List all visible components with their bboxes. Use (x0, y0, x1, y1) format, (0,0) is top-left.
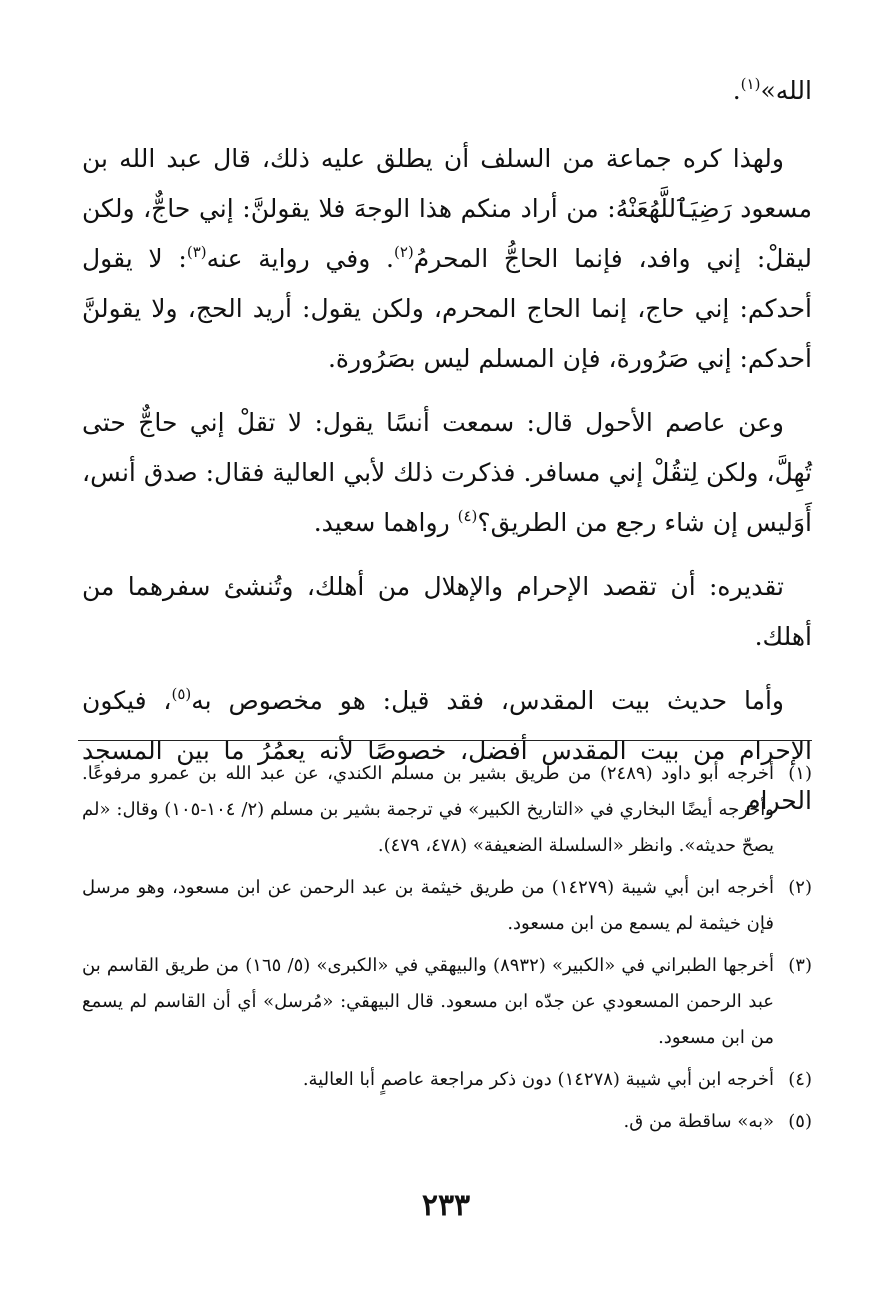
page-number: ٢٣٣ (421, 1188, 471, 1223)
paragraph-0-end: . (732, 76, 741, 105)
main-text (82, 66, 812, 840)
paragraph-1-text-c: : لا يقول أحدكم: إني حاج، إنما الحاج المحرم، ولكن يقول: أريد الحج، ولا يقولنَّ أحدكم: إني صَرُورة، فإن المسلم ليس بصَرُورة. (82, 244, 812, 373)
paragraph-4-text-b: ، فيكون الإحرام من بيت المقدس أفضل، خصوصًا لأنه يعمُرُ ما بين المسجد الحرام (82, 686, 812, 815)
footnote-separator (78, 740, 812, 741)
paragraph-2-text-b: رواهما سعيد. (313, 508, 458, 537)
footnote-number: (٥) (788, 1111, 812, 1132)
footnote-number: (٢) (788, 877, 812, 898)
footnote-4 (82, 1062, 812, 1098)
footnote-ref-5: (٥) (171, 685, 192, 703)
footnote-ref-3: (٣) (186, 243, 207, 261)
paragraph-2 (82, 398, 812, 548)
footnote-ref-2: (٢) (393, 243, 414, 261)
footnote-3 (82, 948, 812, 1056)
footnote-5 (82, 1104, 812, 1140)
footnote-text: «به» ساقطة من ق. (623, 1111, 774, 1132)
footnote-ref-4: (٤) (457, 507, 478, 525)
footnote-number: (٤) (788, 1069, 812, 1090)
footnote-number: (٣) (788, 955, 812, 976)
paragraph-0 (82, 66, 812, 116)
footnote-text: أخرجه ابن أبي شيبة (١٤٢٧٨) دون ذكر مراجعة عاصمٍ أبا العالية. (302, 1069, 774, 1090)
paragraph-3-text: تقديره: أن تقصد الإحرام والإهلال من أهلك، وتُنشئ سفرهما من أهلك. (82, 572, 812, 651)
footnote-ref-1: (١) (740, 75, 761, 93)
footnote-text: أخرجه أبو داود (٢٤٨٩) من طريق بشير بن مسلم الكندي، عن عبد الله بن عمرو مرفوعًا. وأخرجه أيضًا البخاري في «التاريخ الكبير» في ترجمة بشير بن مسلم (٢/ ١٠٤-١٠٥) وقال: «لم يصحّ حديثه». وانظر «السلسلة الضعيفة» (٤٧٨، ٤٧٩). (82, 763, 775, 856)
paragraph-0-text: الله» (760, 76, 812, 105)
paragraph-3 (82, 562, 812, 662)
paragraph-1-text-a: ولهذا كره جماعة من السلف أن يطلق عليه ذلك، قال عبد الله بن مسعود رَضِيَٱللَّهُعَنْهُ: من أراد منكم هذا الوجهَ فلا يقولنَّ: إني حاجٌّ، ولكن ليقلْ: إني وافد، فإنما الحاجُّ المحرمُ (82, 144, 812, 273)
paragraph-2-text-a: وعن عاصم الأحول قال: سمعت أنسًا يقول: لا تقلْ إني حاجٌّ حتى تُهِلَّ، ولكن لِتقُلْ إني مسافر. فذكرت ذلك لأبي العالية فقال: صدق أنس، أَوَليس إن شاء رجع من الطريق؟ (82, 408, 812, 537)
paragraph-1-text-b: . وفي رواية عنه (206, 244, 394, 273)
footnote-number: (١) (788, 763, 812, 784)
paragraph-4-text-a: وأما حديث بيت المقدس، فقد قيل: هو مخصوص به (191, 686, 785, 715)
footnote-text: أخرجها الطبراني في «الكبير» (٨٩٣٢) والبيهقي في «الكبرى» (٥/ ١٦٥) من طريق القاسم بن عبد الرحمن المسعودي عن جدّه ابن مسعود. قال البيهقي: «مُرسل» أي أن القاسم لم يسمع من ابن مسعود. (82, 955, 775, 1048)
footnote-text: أخرجه ابن أبي شيبة (١٤٢٧٩) من طريق خيثمة بن عبد الرحمن عن ابن مسعود، وهو مرسل فإن خيثمة لم يسمع من ابن مسعود. (82, 877, 774, 934)
footnote-1 (82, 756, 812, 864)
paragraph-1 (82, 134, 812, 384)
footnotes (82, 756, 812, 1146)
footnote-2 (82, 870, 812, 942)
